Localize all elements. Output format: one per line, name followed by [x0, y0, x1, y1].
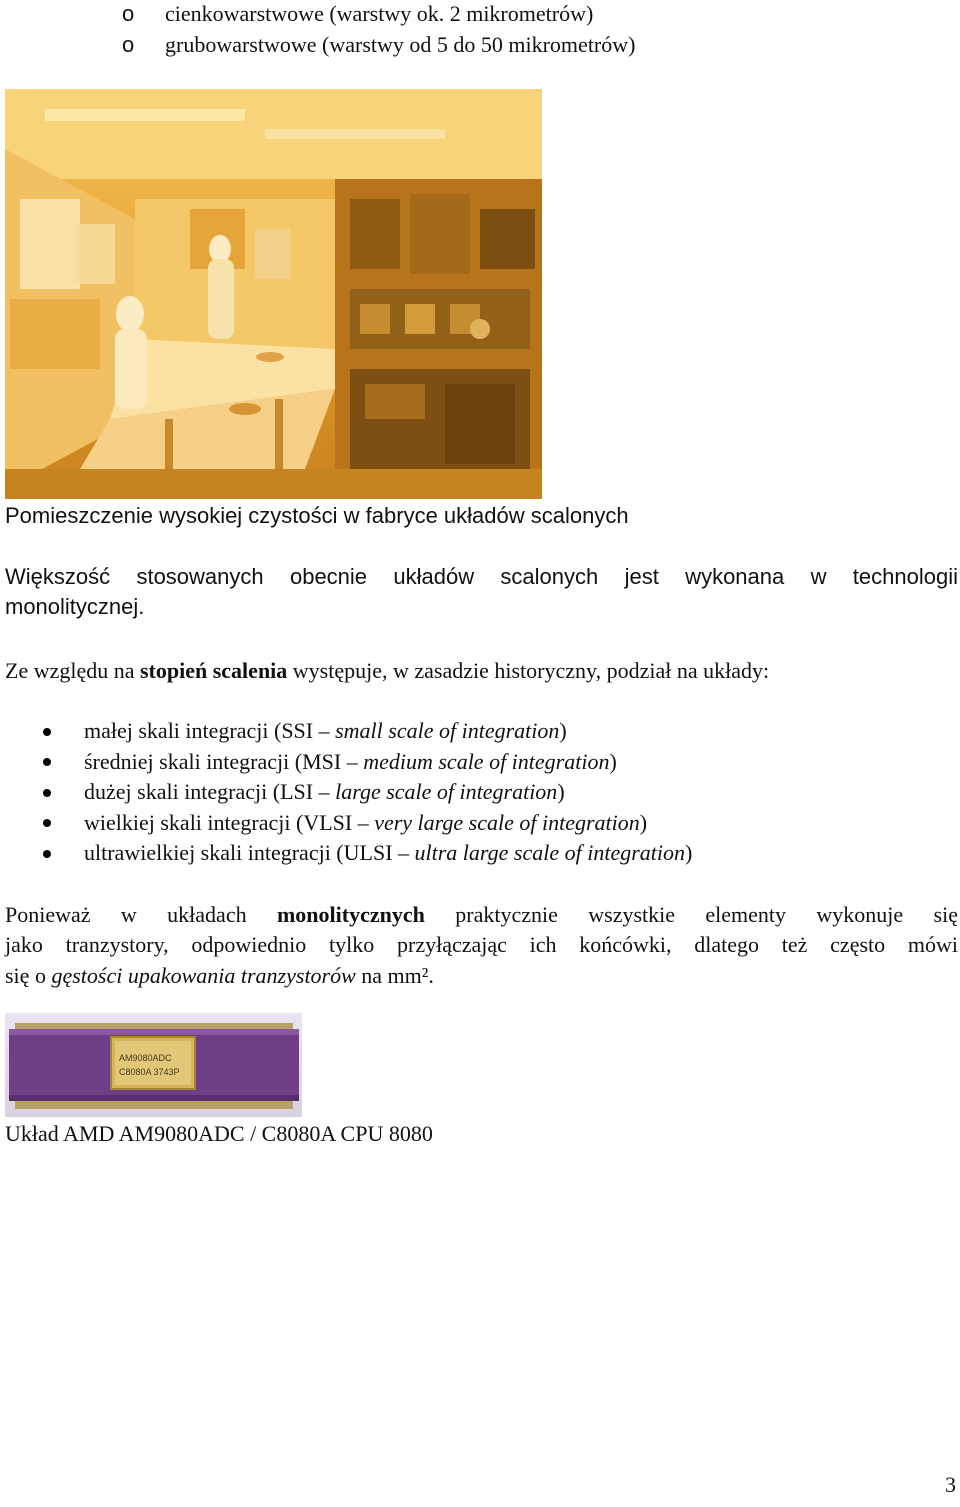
bold-term: stopień scalenia — [140, 658, 288, 683]
chip-photo — [5, 1013, 302, 1117]
bold-term: monolitycznych — [276, 902, 425, 927]
bullet-icon — [43, 758, 51, 766]
page-number: 3 — [945, 1472, 956, 1497]
bullet-icon — [43, 819, 51, 827]
paragraph-text: występuje, w zasadzie historyczny, podział na układy: — [287, 658, 770, 683]
list-item: średniej skali integracji (MSI – medium scale of integration) — [84, 749, 617, 774]
bullet-icon — [43, 789, 51, 797]
figure-caption: Pomieszczenie wysokiej czystości w fabryce układów scalonych — [5, 503, 629, 528]
list-marker: o — [122, 32, 135, 57]
list-item: dużej skali integracji (LSI – large scale of integration) — [84, 779, 565, 804]
list-item: cienkowarstwowe (warstwy ok. 2 mikrometrów) — [165, 1, 594, 26]
paragraph-line: monolitycznej. — [5, 594, 145, 619]
cleanroom-photo — [5, 89, 542, 499]
paragraph-line: Ponieważ w układach monolitycznych praktycznie wszystkie elementy wykonuje się — [5, 902, 958, 927]
paragraph-line: się o gęstości upakowania tranzystorów na mm². — [5, 963, 434, 988]
chip-label: AM9080ADC — [119, 1053, 172, 1063]
paragraph-line: jako tranzystory, odpowiednio tylko przyłączając ich końcówki, dlatego też często mówi — [5, 932, 958, 957]
list-marker: o — [122, 1, 135, 26]
bullet-icon — [43, 728, 51, 736]
list-item: ultrawielkiej skali integracji (ULSI – ultra large scale of integration) — [84, 840, 693, 865]
chip-label: C8080A 3743P — [119, 1067, 180, 1077]
list-item: wielkiej skali integracji (VLSI – very large scale of integration) — [84, 810, 648, 835]
figure-caption: Układ AMD AM9080ADC / C8080A CPU 8080 — [5, 1121, 433, 1146]
bullet-icon — [43, 850, 51, 858]
list-item: małej skali integracji (SSI – small scale of integration) — [84, 718, 567, 743]
paragraph-text: Ze względu na — [5, 658, 140, 683]
paragraph — [5, 656, 769, 686]
list-item: grubowarstwowe (warstwy od 5 do 50 mikrometrów) — [165, 32, 636, 57]
paragraph-line: Większość stosowanych obecnie układów scalonych jest wykonana w technologii — [5, 564, 958, 589]
